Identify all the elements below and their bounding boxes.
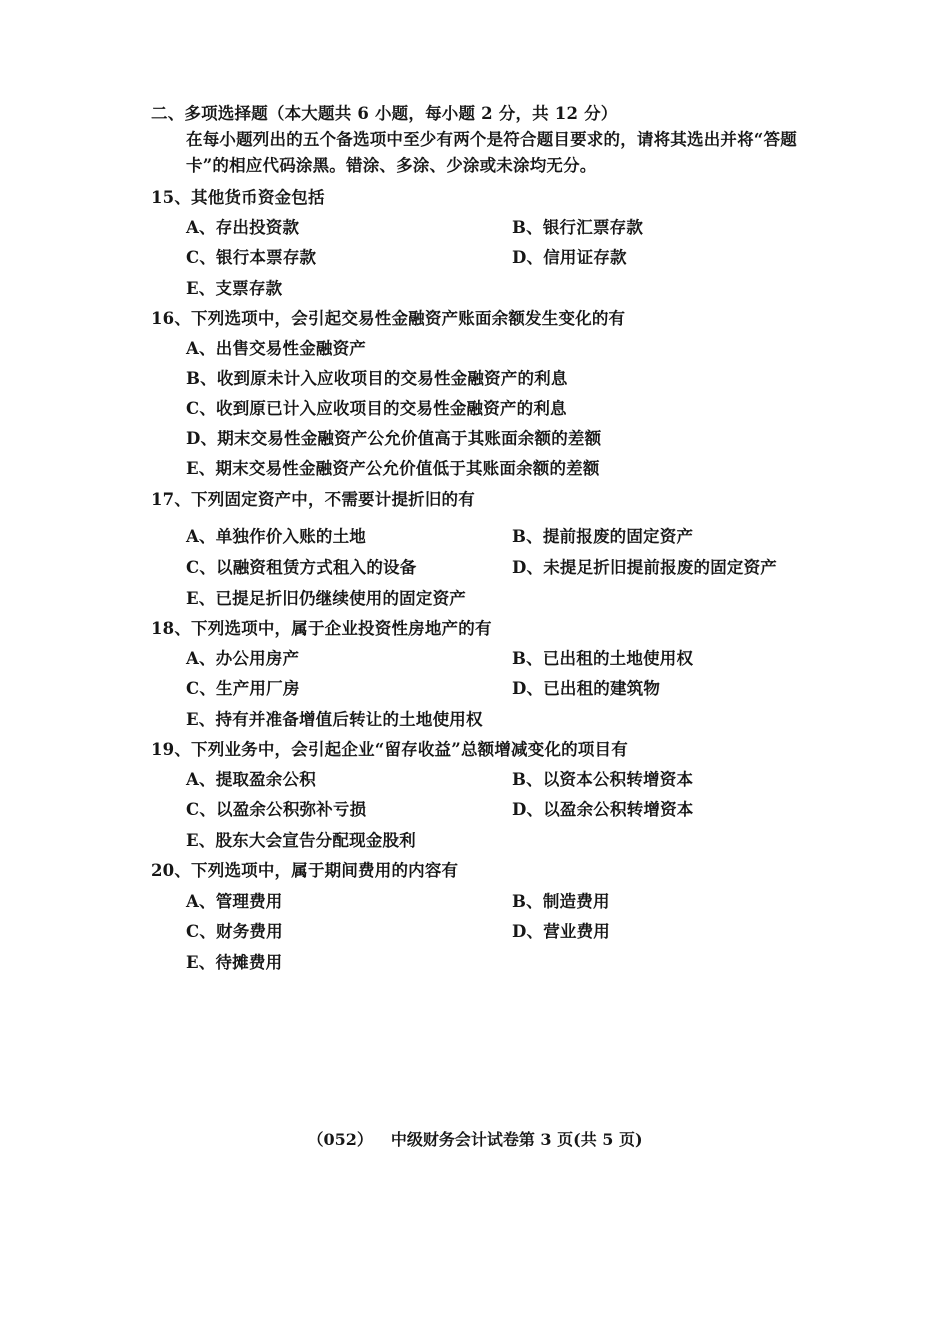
footer-code: （052） [307,1130,373,1149]
question-19-stem: 19、下列业务中，会引起企业“留存收益”总额增减变化的项目有 [151,740,628,759]
question-16-option-b: B、收到原未计入应收项目的交易性金融资产的利息 [186,369,568,388]
question-18-option-b: B、已出租的土地使用权 [512,649,694,668]
question-17-stem: 17、下列固定资产中，不需要计提折旧的有 [151,490,475,509]
question-19-option-d: D、以盈余公积转增资本 [512,800,694,819]
question-20-stem: 20、下列选项中，属于期间费用的内容有 [151,861,459,880]
question-17-option-b: B、提前报废的固定资产 [512,527,694,546]
question-18-option-e: E、持有并准备增值后转让的土地使用权 [186,710,483,729]
question-19-option-e: E、股东大会宣告分配现金股利 [186,831,416,850]
question-17-option-e: E、已提足折旧仍继续使用的固定资产 [186,589,466,608]
question-15-option-e: E、支票存款 [186,279,283,298]
question-17-option-c: C、以融资租赁方式租入的设备 [186,558,417,577]
question-16-option-c: C、收到原已计入应收项目的交易性金融资产的利息 [186,399,567,418]
question-16-option-d: D、期末交易性金融资产公允价值高于其账面余额的差额 [186,429,602,448]
question-15-option-c: C、银行本票存款 [186,248,317,267]
question-16-option-e: E、期末交易性金融资产公允价值低于其账面余额的差额 [186,459,600,478]
question-16-option-a: A、出售交易性金融资产 [186,339,367,358]
page-footer [0,1127,950,1150]
question-19-option-a: A、提取盈余公积 [186,770,316,789]
instruction-line-1: 在每小题列出的五个备选项中至少有两个是符合题目要求的，请将其选出并将“答题 [186,130,797,149]
question-18-option-c: C、生产用厂房 [186,679,300,698]
question-19-option-c: C、以盈余公积弥补亏损 [186,800,367,819]
section-heading: 二、多项选择题（本大题共 6 小题，每小题 2 分，共 12 分） [151,104,618,123]
question-20-option-e: E、待摊费用 [186,953,283,972]
question-18-option-a: A、办公用房产 [186,649,300,668]
question-17-option-d: D、未提足折旧提前报废的固定资产 [512,558,778,577]
question-18-option-d: D、已出租的建筑物 [512,679,661,698]
question-15-option-d: D、信用证存款 [512,248,627,267]
question-15-option-b: B、银行汇票存款 [512,218,644,237]
question-20-option-a: A、管理费用 [186,892,283,911]
instruction-line-2: 卡”的相应代码涂黑。错涂、多涂、少涂或未涂均无分。 [186,156,597,175]
question-20-option-c: C、财务费用 [186,922,283,941]
question-17-option-a: A、单独作价入账的土地 [186,527,367,546]
question-20-option-d: D、营业费用 [512,922,611,941]
question-18-stem: 18、下列选项中，属于企业投资性房地产的有 [151,619,492,638]
question-19-option-b: B、以资本公积转增资本 [512,770,694,789]
question-20-option-b: B、制造费用 [512,892,610,911]
question-16-stem: 16、下列选项中，会引起交易性金融资产账面余额发生变化的有 [151,309,626,328]
footer-text: 中级财务会计试卷第 3 页(共 5 页) [390,1130,643,1149]
question-15-option-a: A、存出投资款 [186,218,300,237]
question-15-stem: 15、其他货币资金包括 [151,188,325,207]
